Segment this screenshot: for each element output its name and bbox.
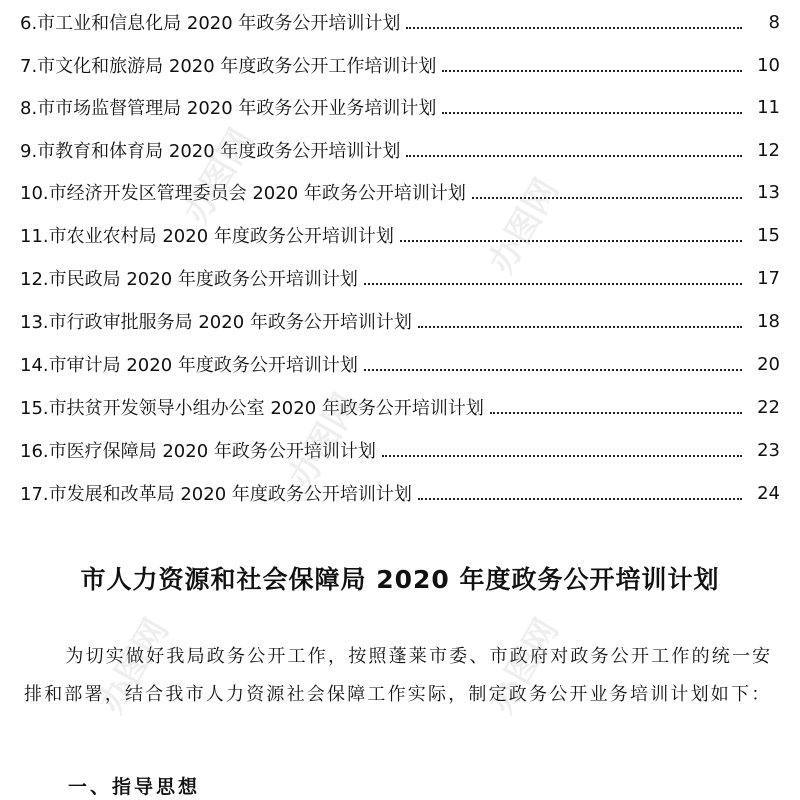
toc-entry-page: 12 — [757, 139, 780, 161]
toc-entry[interactable] — [20, 172, 780, 212]
toc-entry-page: 20 — [757, 353, 780, 375]
toc-entry-title: 11.市农业农村局 2020 年度政务公开培训计划 — [20, 226, 394, 247]
toc-entry-page: 15 — [757, 224, 780, 246]
watermark: 办图网 — [481, 612, 567, 721]
toc-entry-title: 7.市文化和旅游局 2020 年度政务公开工作培训计划 — [20, 56, 437, 77]
toc-entry-title: 13.市行政审批服务局 2020 年政务公开培训计划 — [20, 312, 412, 333]
toc-entry[interactable] — [20, 258, 780, 298]
toc-entry-page: 24 — [757, 482, 780, 504]
toc-entry-page: 22 — [757, 396, 780, 418]
toc-entry[interactable] — [20, 2, 780, 42]
toc-entry-title: 9.市教育和体育局 2020 年度政务公开培训计划 — [20, 141, 401, 162]
toc-entry[interactable] — [20, 130, 780, 170]
watermark: 办图网 — [91, 612, 177, 721]
document-title: 市人力资源和社会保障局 2020 年度政务公开培训计划 — [80, 565, 720, 594]
toc-entry-title: 16.市医疗保障局 2020 年政务公开培训计划 — [20, 441, 376, 462]
watermark: 办图网 — [281, 387, 367, 496]
toc-entry-title: 8.市市场监督管理局 2020 年政务公开业务培训计划 — [20, 98, 437, 119]
toc-entry-title: 6.市工业和信息化局 2020 年政务公开培训计划 — [20, 13, 401, 34]
toc-dot-leader — [442, 112, 742, 114]
toc-dot-leader — [418, 498, 742, 500]
toc-entry[interactable] — [20, 473, 780, 513]
toc-dot-leader — [364, 283, 742, 285]
toc-entry-page: 17 — [757, 267, 780, 289]
toc-entry-page: 10 — [757, 54, 780, 76]
toc-dot-leader — [418, 326, 742, 328]
toc-entry[interactable] — [20, 301, 780, 341]
toc-entry[interactable] — [20, 45, 780, 85]
toc-entry-title: 14.市审计局 2020 年度政务公开培训计划 — [20, 355, 358, 376]
toc-entry-page: 23 — [757, 439, 780, 461]
toc-dot-leader — [442, 70, 742, 72]
toc-entry-title: 15.市扶贫开发领导小组办公室 2020 年政务公开培训计划 — [20, 398, 484, 419]
watermark: 办图网 — [176, 122, 262, 231]
toc-entry-title: 17.市发展和改革局 2020 年度政务公开培训计划 — [20, 484, 412, 505]
toc-dot-leader — [400, 240, 742, 242]
toc-entry-title: 10.市经济开发区管理委员会 2020 年政务公开培训计划 — [20, 183, 466, 204]
intro-paragraph: 为切实做好我局政务公开工作，按照蓬莱市委、市政府对政务公开工作的统一安排和部署，结合我市人力资源社会保障工作实际，制定政务公开业务培训计划如下： — [24, 646, 773, 705]
toc-entry-page: 11 — [757, 96, 780, 118]
toc-entry-page: 13 — [757, 181, 780, 203]
toc-dot-leader — [406, 27, 742, 29]
watermark: 办图网 — [481, 172, 567, 281]
toc-dot-leader — [406, 155, 742, 157]
toc-dot-leader — [490, 412, 742, 414]
toc-entry[interactable] — [20, 387, 780, 427]
toc-entry-title: 12.市民政局 2020 年度政务公开培训计划 — [20, 269, 358, 290]
toc-entry[interactable] — [20, 87, 780, 127]
toc-entry-page: 18 — [757, 310, 780, 332]
toc-dot-leader — [382, 455, 742, 457]
toc-entry[interactable] — [20, 430, 780, 470]
toc-dot-leader — [364, 369, 742, 371]
section-heading: 一、指导思想 — [68, 776, 201, 798]
toc-entry[interactable] — [20, 215, 780, 255]
toc-entry-page: 8 — [768, 11, 780, 33]
toc-entry[interactable] — [20, 344, 780, 384]
document-body — [24, 638, 776, 714]
toc-dot-leader — [472, 197, 742, 199]
